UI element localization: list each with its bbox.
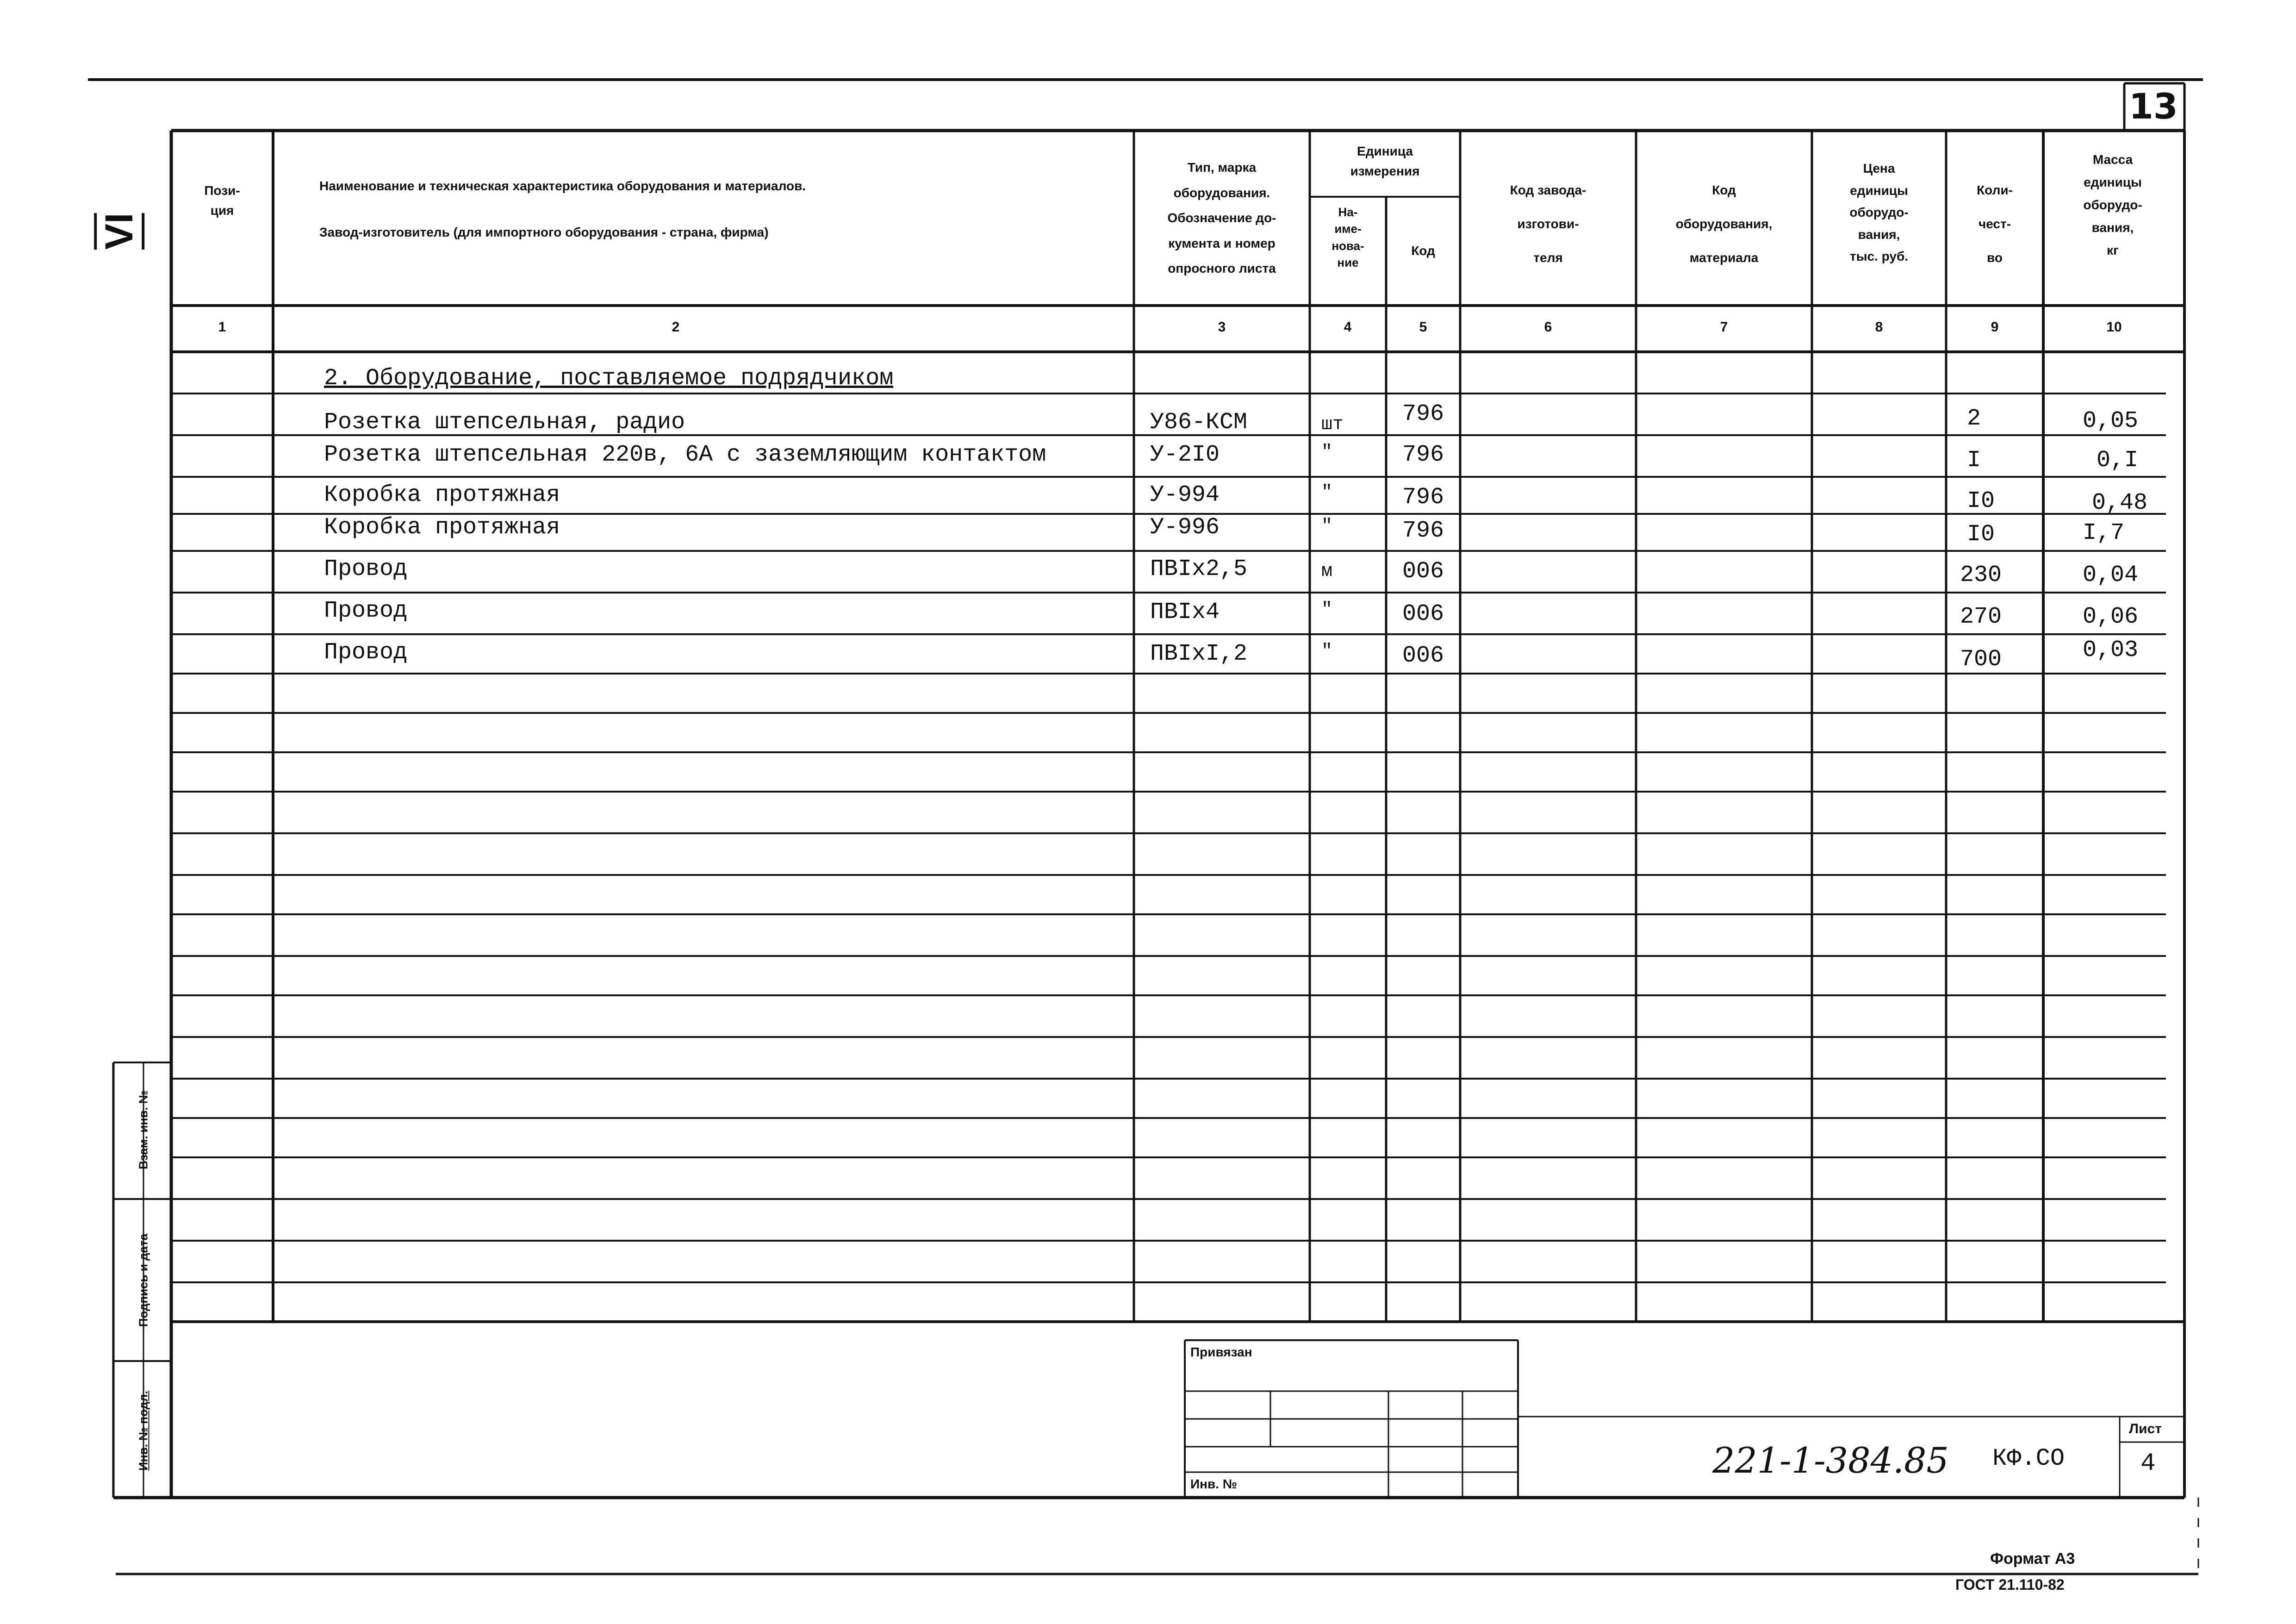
- column-number-3: 3: [1218, 319, 1226, 335]
- bind-box-inv: Инв. №: [1190, 1477, 1238, 1491]
- item-unit: шт: [1321, 414, 1344, 435]
- item-type: У-996: [1150, 514, 1220, 541]
- column-number-10: 10: [2106, 319, 2122, 335]
- item-quantity: I: [1967, 447, 1981, 474]
- header-name-line2: Завод-изготовитель (для импортного оборудования - страна, фирма): [319, 225, 769, 239]
- stamp-signature-date: Подпись и дата: [136, 1233, 150, 1327]
- item-name: Провод: [324, 556, 408, 582]
- item-name: Розетка штепсельная, радио: [324, 409, 685, 436]
- item-type: У86-КСМ: [1150, 409, 1248, 436]
- item-type: У-2I0: [1150, 442, 1220, 468]
- item-name: Провод: [324, 639, 408, 666]
- item-mass: 0,I: [2097, 447, 2139, 474]
- item-code: 796: [1402, 484, 1444, 511]
- document-suffix: КФ.СО: [1992, 1445, 2065, 1472]
- section-title: 2. Оборудование, поставляемое подрядчиком: [324, 365, 894, 392]
- item-code: 796: [1402, 518, 1444, 544]
- sheet-number: 4: [2140, 1449, 2156, 1478]
- format-label: Формат А3: [1990, 1550, 2075, 1568]
- item-mass: 0,48: [2092, 490, 2148, 516]
- item-unit: ": [1321, 442, 1333, 463]
- header-unit-name: На- име- нова- ние: [1332, 205, 1364, 270]
- roman-numeral: VI: [94, 213, 144, 250]
- item-quantity: 230: [1960, 562, 2002, 588]
- column-number-7: 7: [1720, 319, 1728, 335]
- document-code: 221-1-384.85: [1712, 1440, 1949, 1481]
- stamp-inventory-number: Инв. № подл.: [136, 1391, 150, 1471]
- header-type: Тип, марка оборудования. Обозначение до- кумента и номер опросного листа: [1167, 160, 1276, 276]
- column-number-6: 6: [1544, 319, 1552, 335]
- item-mass: 0,05: [2083, 408, 2139, 434]
- header-name-line1: Наименование и техническая характеристика оборудования и материалов.: [319, 179, 806, 193]
- item-unit: ": [1321, 516, 1333, 537]
- item-mass: 0,06: [2083, 604, 2139, 630]
- header-position: Пози- ция: [204, 183, 240, 218]
- header-quantity: Коли- чест- во: [1977, 183, 2013, 265]
- item-name: Розетка штепсельная 220в, 6А с заземляющим контактом: [324, 442, 1046, 468]
- item-code: 006: [1402, 558, 1444, 585]
- page-number: 13: [2129, 86, 2178, 127]
- item-type: ПВIx4: [1150, 599, 1220, 625]
- item-type: ПВIxI,2: [1150, 641, 1248, 667]
- header-equipment-code: Код оборудования, материала: [1675, 183, 1773, 265]
- item-mass: 0,04: [2083, 562, 2139, 588]
- item-name: Провод: [324, 598, 408, 624]
- item-code: 796: [1402, 442, 1444, 468]
- header-factory-code: Код завода- изготови- теля: [1510, 183, 1587, 265]
- column-number-9: 9: [1991, 319, 1999, 335]
- item-name: Коробка протяжная: [324, 514, 560, 541]
- column-number-1: 1: [218, 319, 226, 335]
- item-unit: ": [1321, 600, 1333, 620]
- header-unit-code: Код: [1411, 244, 1435, 258]
- item-mass: I,7: [2083, 520, 2125, 546]
- item-name: Коробка протяжная: [324, 482, 560, 508]
- item-quantity: 700: [1960, 646, 2002, 673]
- item-unit: м: [1321, 561, 1333, 582]
- header-price: Цена единицы оборудо- вания, тыс. руб.: [1849, 161, 1909, 264]
- item-quantity: 2: [1967, 406, 1981, 432]
- item-unit: ": [1321, 641, 1333, 662]
- item-quantity: 270: [1960, 604, 2002, 630]
- item-unit: ": [1321, 482, 1333, 503]
- header-unit-group: Единица измерения: [1350, 144, 1420, 179]
- bind-box-title: Привязан: [1190, 1345, 1252, 1359]
- item-code: 006: [1402, 601, 1444, 627]
- item-quantity: I0: [1967, 521, 1995, 548]
- gost-label: ГОСТ 21.110-82: [1955, 1576, 2065, 1593]
- header-mass: Масса единицы оборудо- вания, кг: [2083, 152, 2142, 257]
- column-number-4: 4: [1344, 319, 1352, 335]
- item-quantity: I0: [1967, 488, 1995, 514]
- sheet-label: Лист: [2129, 1421, 2162, 1437]
- column-number-5: 5: [1419, 319, 1427, 335]
- item-type: ПВIx2,5: [1150, 556, 1248, 582]
- column-number-8: 8: [1875, 319, 1883, 335]
- item-code: 796: [1402, 401, 1444, 427]
- stamp-replace-inv: Взам. инв. №: [136, 1090, 150, 1169]
- item-type: У-994: [1150, 482, 1220, 508]
- item-mass: 0,03: [2083, 637, 2139, 663]
- column-number-2: 2: [672, 319, 680, 335]
- item-code: 006: [1402, 643, 1444, 669]
